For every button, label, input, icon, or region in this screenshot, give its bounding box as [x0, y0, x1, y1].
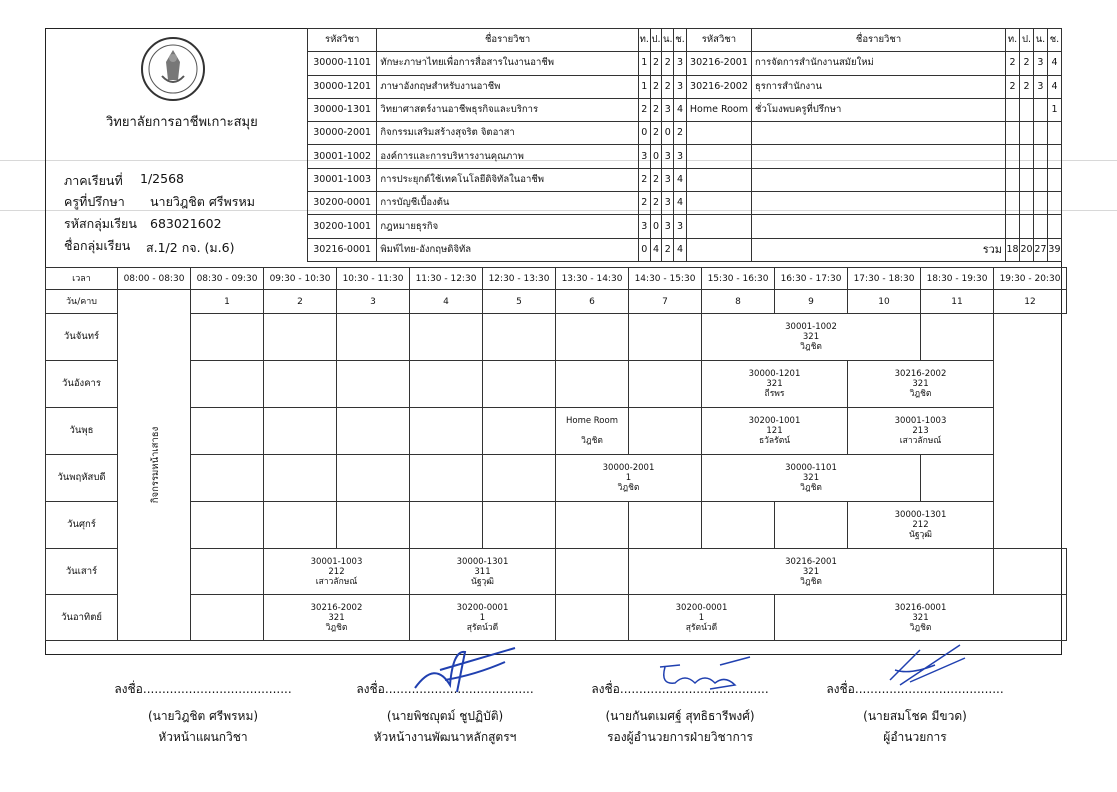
credit-n: 2	[662, 52, 674, 75]
total-n: 27	[1033, 238, 1047, 261]
subject-name: การประยุกต์ใช้เทคโนโลยีดิจิทัลในอาชีพ	[377, 168, 639, 191]
empty-cell	[1047, 145, 1061, 168]
day-row-sunday	[46, 595, 1067, 641]
handwritten-signature-4	[880, 640, 970, 690]
class-cell: 30000-1301 311 นัฐวุฒิ	[410, 549, 556, 595]
semester-label: ภาคเรียนที่	[64, 173, 123, 188]
subject-code: 30216-2001	[686, 52, 751, 75]
credit-p: 4	[650, 238, 662, 261]
subject-row	[308, 75, 1062, 98]
credit-n: 2	[662, 238, 674, 261]
header-n: น.	[662, 29, 674, 52]
day-row-friday	[46, 502, 1067, 549]
period-number: 3	[337, 290, 410, 314]
subject-name: ธุรการสำนักงาน	[752, 75, 1006, 98]
subject-code: 30200-1001	[308, 215, 377, 238]
credit-p: 0	[650, 215, 662, 238]
class-cell: 30001-1003 212 เสาวลักษณ์	[264, 549, 410, 595]
day-label: วันเสาร์	[46, 549, 118, 595]
header-t: ท.	[1006, 29, 1020, 52]
period-number: 8	[702, 290, 775, 314]
credit-n: 3	[662, 168, 674, 191]
credit-t: 2	[1006, 52, 1020, 75]
time-slot: 19:30 - 20:30	[994, 268, 1067, 290]
time-slot: 14:30 - 15:30	[629, 268, 702, 290]
credit-t: 2	[638, 168, 650, 191]
total-t: 18	[1006, 238, 1020, 261]
empty-cell	[752, 168, 1006, 191]
day-label: วันพฤหัสบดี	[46, 455, 118, 502]
period-number: 4	[410, 290, 483, 314]
credit-p: 2	[650, 52, 662, 75]
total-label: รวม	[752, 238, 1006, 261]
empty-cell	[1033, 122, 1047, 145]
subject-code: 30000-1301	[308, 98, 377, 121]
subject-name: กฎหมายธุรกิจ	[377, 215, 639, 238]
credit-c: 4	[674, 98, 687, 121]
day-label: วันอังคาร	[46, 361, 118, 408]
credit-c: 3	[674, 215, 687, 238]
empty-cell	[686, 122, 751, 145]
subject-code: 30000-1101	[308, 52, 377, 75]
signer-name: (นายกันตเมศฐ์ สุทธิธารีพงศ์)	[605, 709, 755, 723]
empty-cell	[1033, 168, 1047, 191]
signature-block-3: ลงชื่อ....................................... (นายกันตเมศฐ์ สุทธิธารีพงศ์) รองผู้อำนวยการฝ่ายวิชาการ	[570, 680, 790, 747]
subject-row	[308, 238, 1062, 261]
class-cell: 30200-0001 1 สุรัตน์วดี	[410, 595, 556, 641]
homeroom-cell: Home Room วิฎชิต	[556, 408, 629, 455]
credit-c: 2	[674, 122, 687, 145]
group-code-value: 683021602	[150, 216, 222, 231]
credit-n: 0	[662, 122, 674, 145]
subject-code: 30000-2001	[308, 122, 377, 145]
signer-title: รองผู้อำนวยการฝ่ายวิชาการ	[607, 730, 753, 744]
period-number: 10	[848, 290, 921, 314]
subject-row	[308, 168, 1062, 191]
college-seal-logo	[140, 36, 206, 102]
flag-activity-label: กิจกรรมหน้าเสาธง	[150, 426, 162, 504]
empty-cell	[1006, 122, 1020, 145]
signer-title: หัวหน้างานพัฒนาหลักสูตรฯ	[373, 730, 517, 744]
empty-cell	[1047, 168, 1061, 191]
flag-activity-cell	[118, 290, 191, 641]
class-cell: 30000-1101 321 วิฎชิต	[702, 455, 921, 502]
header-t: ท.	[638, 29, 650, 52]
time-slot: 15:30 - 16:30	[702, 268, 775, 290]
period-number: 12	[994, 290, 1067, 314]
subject-code: 30001-1003	[308, 168, 377, 191]
class-cell: 30001-1003 213 เสาวลักษณ์	[848, 408, 994, 455]
empty-cell	[1020, 122, 1034, 145]
credit-p: 2	[650, 168, 662, 191]
credit-n: 3	[662, 192, 674, 215]
time-slot: 10:30 - 11:30	[337, 268, 410, 290]
credit-p: 2	[650, 98, 662, 121]
subject-row	[308, 192, 1062, 215]
empty-cell	[1006, 215, 1020, 238]
credit-p: 0	[650, 145, 662, 168]
credit-n: 3	[1033, 75, 1047, 98]
credit-n	[1033, 98, 1047, 121]
subject-code: 30000-1201	[308, 75, 377, 98]
empty-cell	[1047, 122, 1061, 145]
header-c: ช.	[1047, 29, 1061, 52]
class-cell: 30000-1301 212 นัฐวุฒิ	[848, 502, 994, 549]
credit-n: 3	[662, 98, 674, 121]
time-slot: 13:30 - 14:30	[556, 268, 629, 290]
sign-label: ลงชื่อ	[591, 682, 620, 696]
credit-t: 1	[638, 75, 650, 98]
period-number: 11	[921, 290, 994, 314]
time-slot: 11:30 - 12:30	[410, 268, 483, 290]
subject-name: วิทยาศาสตร์งานอาชีพธุรกิจและบริการ	[377, 98, 639, 121]
credit-c: 3	[674, 75, 687, 98]
time-row	[46, 268, 1067, 290]
subject-name: ภาษาอังกฤษสำหรับงานอาชีพ	[377, 75, 639, 98]
subject-name: กิจกรรมเสริมสร้างสุจริต จิตอาสา	[377, 122, 639, 145]
subject-name: ทักษะภาษาไทยเพื่อการสื่อสารในงานอาชีพ	[377, 52, 639, 75]
subject-row	[308, 52, 1062, 75]
empty-cell	[752, 192, 1006, 215]
period-number: 5	[483, 290, 556, 314]
empty-cell	[1006, 145, 1020, 168]
subject-row	[308, 145, 1062, 168]
day-label: วันพุธ	[46, 408, 118, 455]
period-label: วัน/คาบ	[46, 290, 118, 314]
empty-cell	[1020, 192, 1034, 215]
credit-p: 2	[650, 122, 662, 145]
total-c: 39	[1047, 238, 1061, 261]
empty-cell	[1033, 145, 1047, 168]
time-slot: 17:30 - 18:30	[848, 268, 921, 290]
class-cell: 30216-2002 321 วิฎชิต	[848, 361, 994, 408]
timetable	[45, 267, 1067, 641]
credit-n: 3	[1033, 52, 1047, 75]
credit-c: 3	[674, 145, 687, 168]
handwritten-signature-2	[395, 640, 525, 700]
period-number: 1	[191, 290, 264, 314]
subject-code: 30216-0001	[308, 238, 377, 261]
day-row-tuesday	[46, 361, 1067, 408]
subject-code: 30216-2002	[686, 75, 751, 98]
signature-block-4: ลงชื่อ....................................... (นายสมโชค มีขวด) ผู้อำนวยการ	[810, 680, 1020, 747]
empty-cell	[752, 215, 1006, 238]
signer-name: (นายวิฎชิต ศรีพรหม)	[147, 709, 259, 723]
empty-cell	[1006, 168, 1020, 191]
header-name: ชื่อรายวิชา	[752, 29, 1006, 52]
subject-row	[308, 98, 1062, 121]
time-slot: 12:30 - 13:30	[483, 268, 556, 290]
credit-t: 0	[638, 122, 650, 145]
subject-row	[308, 122, 1062, 145]
subject-code: Home Room	[686, 98, 751, 121]
credit-c: 4	[674, 238, 687, 261]
time-slot: 16:30 - 17:30	[775, 268, 848, 290]
time-label: เวลา	[46, 268, 118, 290]
semester-value: 1/2568	[140, 171, 184, 186]
empty-cell	[686, 145, 751, 168]
credit-t: 2	[638, 98, 650, 121]
empty-cell	[1020, 215, 1034, 238]
time-slot: 09:30 - 10:30	[264, 268, 337, 290]
empty-cell	[686, 192, 751, 215]
sign-label: ลงชื่อ	[114, 682, 143, 696]
class-cell: 30200-0001 1 สุรัตน์วดี	[629, 595, 775, 641]
group-code-label: รหัสกลุ่มเรียน	[64, 216, 137, 231]
credit-t: 2	[638, 192, 650, 215]
credit-c: 4	[674, 192, 687, 215]
sign-label: ลงชื่อ	[356, 682, 385, 696]
empty-cell	[1033, 192, 1047, 215]
class-cell: 30001-1002 321 วิฎชิต	[702, 314, 921, 361]
period-number: 6	[556, 290, 629, 314]
signature-block-1: ลงชื่อ....................................... (นายวิฎชิต ศรีพรหม) หัวหน้าแผนกวิชา	[98, 680, 308, 747]
credit-t: 0	[638, 238, 650, 261]
class-cell: 30000-1201 321 ถีรพร	[702, 361, 848, 408]
day-row-thursday	[46, 455, 1067, 502]
period-number: 9	[775, 290, 848, 314]
time-slot: 08:00 - 08:30	[118, 268, 191, 290]
credit-c: 4	[674, 168, 687, 191]
credit-c: 1	[1047, 98, 1061, 121]
subject-code: 30200-0001	[308, 192, 377, 215]
period-row	[46, 290, 1067, 314]
credit-p: 2	[1020, 75, 1034, 98]
subject-row	[308, 215, 1062, 238]
period-number: 2	[264, 290, 337, 314]
day-label: วันอาทิตย์	[46, 595, 118, 641]
header-c: ช.	[674, 29, 687, 52]
signer-title: หัวหน้าแผนกวิชา	[158, 730, 248, 744]
credit-t: 2	[1006, 75, 1020, 98]
credit-t: 3	[638, 215, 650, 238]
subject-name: องค์การและการบริหารงานคุณภาพ	[377, 145, 639, 168]
day-row-monday	[46, 314, 1067, 361]
header-code: รหัสวิชา	[308, 29, 377, 52]
credit-n: 3	[662, 145, 674, 168]
header-p: ป.	[1020, 29, 1034, 52]
college-name: วิทยาลัยการอาชีพเกาะสมุย	[106, 115, 258, 130]
empty-cell	[1047, 192, 1061, 215]
credit-t: 1	[638, 52, 650, 75]
day-row-saturday	[46, 549, 1067, 595]
group-name-label: ชื่อกลุ่มเรียน	[64, 238, 131, 253]
credit-c: 4	[1047, 75, 1061, 98]
total-p: 20	[1020, 238, 1034, 261]
sign-label: ลงชื่อ	[826, 682, 855, 696]
subjects-header-row	[308, 29, 1062, 52]
credit-c: 4	[1047, 52, 1061, 75]
credit-t: 3	[638, 145, 650, 168]
credit-p: 2	[1020, 52, 1034, 75]
empty-cell	[752, 145, 1006, 168]
subject-code: 30001-1002	[308, 145, 377, 168]
handwritten-signature-3	[650, 655, 760, 695]
subject-name: การบัญชีเบื้องต้น	[377, 192, 639, 215]
time-slot: 18:30 - 19:30	[921, 268, 994, 290]
credit-p: 2	[650, 75, 662, 98]
credit-n: 2	[662, 75, 674, 98]
empty-cell	[686, 168, 751, 191]
group-name-value: ส.1/2 กจ. (ม.6)	[146, 240, 235, 255]
header-p: ป.	[650, 29, 662, 52]
empty-cell	[1020, 145, 1034, 168]
advisor-label: ครูที่ปรึกษา	[64, 194, 125, 209]
class-cell: 30000-2001 1 วิฎชิต	[556, 455, 702, 502]
signature-block-2: ลงชื่อ....................................... (นายพิชญุตม์ ชูปฏิบัติ) หัวหน้างานพัฒนาหลักสูตรฯ	[335, 680, 555, 747]
day-row-wednesday	[46, 408, 1067, 455]
header-name: ชื่อรายวิชา	[377, 29, 639, 52]
day-label: วันศุกร์	[46, 502, 118, 549]
empty-cell	[1020, 168, 1034, 191]
signer-name: (นายพิชญุตม์ ชูปฏิบัติ)	[386, 709, 504, 723]
credit-t	[1006, 98, 1020, 121]
class-cell: 30216-0001 321 วิฎชิต	[775, 595, 1067, 641]
advisor-value: นายวิฎชิต ศรีพรหม	[150, 194, 255, 209]
signer-name: (นายสมโชค มีขวด)	[863, 709, 967, 723]
credit-c: 3	[674, 52, 687, 75]
period-number: 7	[629, 290, 702, 314]
empty-cell	[752, 122, 1006, 145]
empty-cell	[1047, 215, 1061, 238]
credit-p	[1020, 98, 1034, 121]
empty-cell	[686, 238, 751, 261]
header-code: รหัสวิชา	[686, 29, 751, 52]
subject-name: พิมพ์ไทย-อังกฤษดิจิทัล	[377, 238, 639, 261]
class-cell: 30216-2002 321 วิฎชิต	[264, 595, 410, 641]
subjects-table	[307, 28, 1062, 262]
day-label: วันจันทร์	[46, 314, 118, 361]
empty-cell	[1006, 192, 1020, 215]
subject-name: การจัดการสำนักงานสมัยใหม่	[752, 52, 1006, 75]
time-slot: 08:30 - 09:30	[191, 268, 264, 290]
credit-p: 2	[650, 192, 662, 215]
credit-n: 3	[662, 215, 674, 238]
subject-name: ชั่วโมงพบครูที่ปรึกษา	[752, 98, 1006, 121]
empty-cell	[1033, 215, 1047, 238]
class-cell: 30200-1001 121 ธวัลรัตน์	[702, 408, 848, 455]
header-n: น.	[1033, 29, 1047, 52]
signer-title: ผู้อำนวยการ	[883, 730, 947, 744]
empty-cell	[686, 215, 751, 238]
class-cell: 30216-2001 321 วิฎชิต	[629, 549, 994, 595]
